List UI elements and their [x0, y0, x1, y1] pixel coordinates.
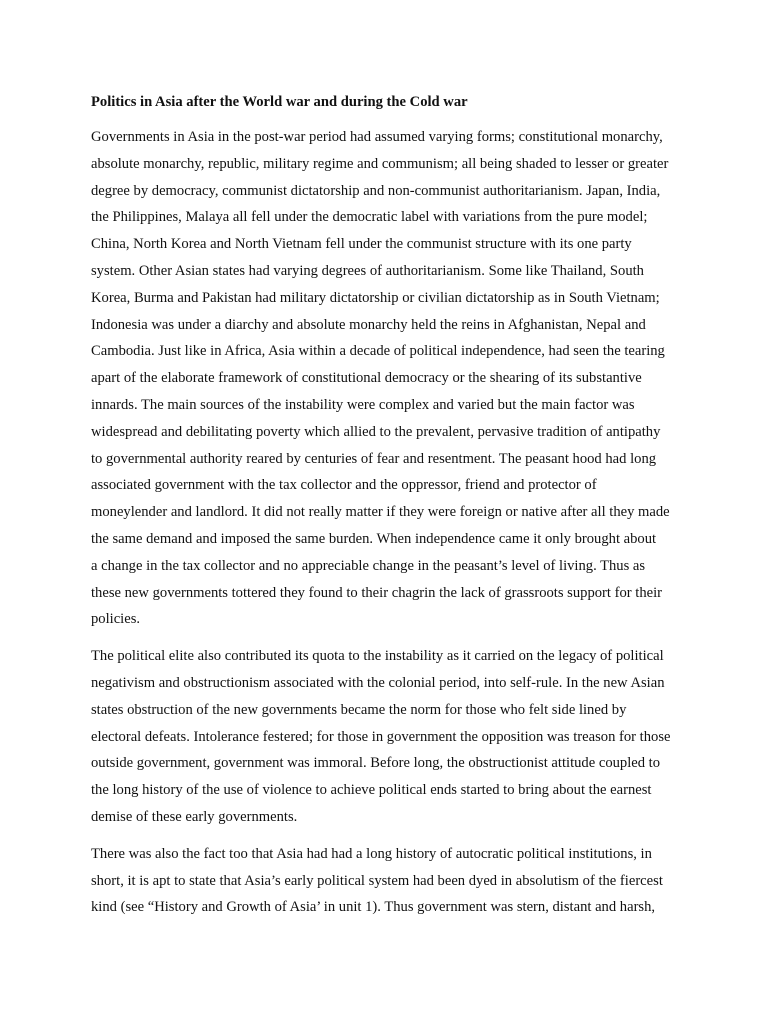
document-page: [91, 92, 678, 931]
paragraph-3: There was also the fact too that Asia had had a long history of autocratic political institutions, in short, it is apt to state that Asia’s early political system had been dyed in absolutism of the fiercest kind (see “History and Growth of Asia’ in unit 1). Thus government was stern, distant and harsh,: [91, 845, 663, 916]
document-title: Politics in Asia after the World war and during the Cold war: [91, 94, 468, 110]
paragraph-1: Governments in Asia in the post-war period had assumed varying forms; constitutional monarchy, absolute monarchy, republic, military regime and communism; all being shaded to lesser or greater degree by democracy, communist dictatorship and non-communist authoritarianism. Japan, India, the Philippines, Malaya all fell under the democratic label with variations from the pure model; China, North Korea and North Vietnam fell under the communist structure with its one party system. Other Asian states had varying degrees of authoritarianism. Some like Thailand, South Korea, Burma and Pakistan had military dictatorship or civilian dictatorship as in South Vietnam; Indonesia was under a diarchy and absolute monarchy held the reins in Afghanistan, Nepal and Cambodia. Just like in Africa, Asia within a decade of political independence, had seen the tearing apart of the elaborate framework of constitutional democracy or the shearing of its substantive innards. The main sources of the instability were complex and varied but the main factor was widespread and debilitating poverty which allied to the prevalent, pervasive tradition of antipathy to governmental authority reared by centuries of fear and resentment. The peasant hood had long associated government with the tax collector and the oppressor, friend and protector of moneylender and landlord. It did not really matter if they were foreign or native after all they made the same demand and imposed the same burden. When independence came it only brought about a change in the tax collector and no appreciable change in the peasant’s level of living. Thus as these new governments tottered they found to their chagrin the lack of grassroots support for their policies.: [91, 129, 670, 628]
paragraph-2: The political elite also contributed its quota to the instability as it carried on the legacy of political negativism and obstructionism associated with the colonial period, into self-rule. In the new Asian states obstruction of the new governments became the norm for those who felt side lined by electoral defeats. Intolerance festered; for those in government the opposition was treason for those outside government, government was immoral. Before long, the obstructionist attitude coupled to the long history of the use of violence to achieve political ends started to bring about the earnest demise of these early governments.: [91, 648, 671, 825]
